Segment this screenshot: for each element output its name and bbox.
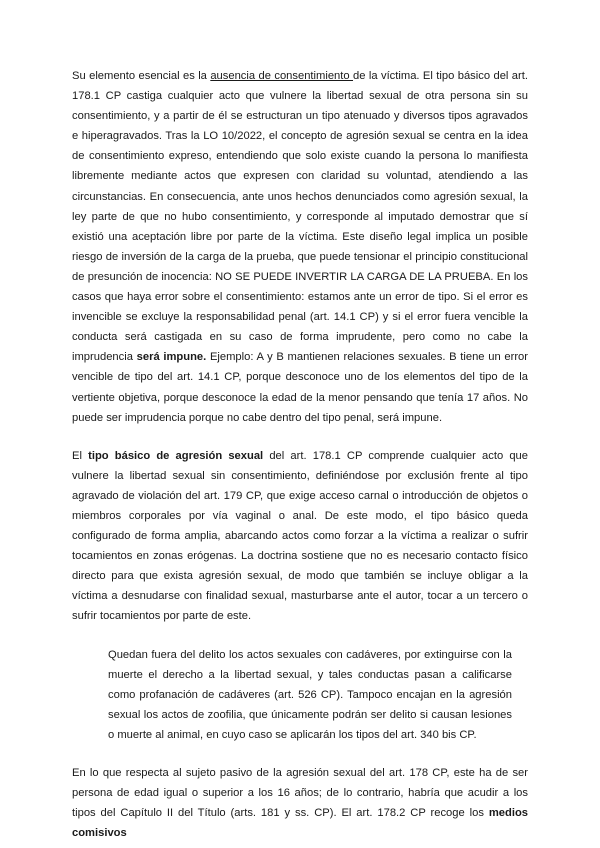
- bold-term: tipo básico de agresión sexual: [88, 449, 264, 462]
- paragraph-consentimiento: [72, 66, 528, 428]
- bold-term: medios comisivos: [72, 807, 528, 840]
- paragraph-sujeto-pasivo: [72, 763, 528, 843]
- paragraph-tipo-basico: [72, 446, 528, 627]
- text-span: Su elemento esencial es la: [72, 70, 211, 82]
- text-span: El: [72, 449, 89, 462]
- text-span: En lo que respecta al sujeto pasivo de la agresión sexual del art. 178 CP, este ha de ser persona de edad igual o superior a los 16 años; de lo contrario, habría que acudir a los tipos del Capítulo II del Título (arts. 181 y ss. CP). El art. 178.2 CP recoge los: [72, 767, 528, 820]
- document-page: [72, 66, 528, 843]
- underlined-term: ausencia de consentimiento: [210, 70, 354, 82]
- text-span: del art. 178.1 CP comprende cualquier acto que vulnere la libertad sexual sin consentimiento, definiéndose por exclusión frente al tipo agravado de violación del art. 179 CP, que exige acceso carnal o introducción de objetos o miembros corporales por vía vaginal o anal. De este modo, el tipo básico queda configurado de forma amplia, abarcando actos como forzar a la víctima a realizar o sufrir tocamientos en zonas erógenas. La doctrina sostiene que no es necesario contacto físico directo para que exista agresión sexual, de modo que también se incluye obligar a la víctima a desnudarse con finalidad sexual, masturbarse ante el autor, tocar a un tercero o sufrir tocamientos por parte de este.: [72, 449, 528, 623]
- indented-quote: Quedan fuera del delito los actos sexuales con cadáveres, por extinguirse con la muerte el derecho a la libertad sexual, y tales conductas pasan a calificarse como profanación de cadáveres (art. 526 CP). Tampoco encajan en la agresión sexual los actos de zoofilia, que únicamente podrán ser delito si causan lesiones o muerte al animal, en cuyo caso se aplicarán los tipos del art. 340 bis CP.: [108, 648, 512, 741]
- bold-term: será impune.: [136, 351, 207, 364]
- text-span: de la víctima. El tipo básico del art. 178.1 CP castiga cualquier acto que vulnere la libertad sexual de otra persona sin su consentimiento, y a partir de él se estructuran un tipo atenuado y diversos tipos agravados e hiperagravados. Tras la LO 10/2022, el concepto de agresión sexual se centra en la idea de consentimiento expreso, entendiendo que solo existe cuando la persona lo manifiesta libremente mediante actos que expresen con claridad su voluntad, atendiendo a las circunstancias. En consecuencia, ante unos hechos denunciados como agresión sexual, la ley parte de que no hubo consentimiento, y corresponde al imputado demostrar que sí existió una aceptación libre por parte de la víctima. Este diseño legal implica un posible riesgo de inversión de la carga de la prueba, que puede tensionar el principio constitucional de presunción de inocencia: NO SE PUEDE INVERTIR LA CARGA DE LA PRUEBA. En los casos que haya error sobre el consentimiento: estamos ante un error de tipo. Si el error es invencible se excluye la responsabilidad penal (art. 14.1 CP) y si el error fuera vencible la conducta será castigada en su caso de forma imprudente, pero como no cabe la imprudencia: [72, 70, 528, 364]
- text-span: Ejemplo: A y B mantienen relaciones sexuales. B tiene un error vencible de tipo del art. 14.1 CP, porque desconoce uno de los elementos del tipo de la vertiente objetiva, porque desconoce la edad de la menor pensando que tenía 17 años. No puede ser imprudencia porque no cabe dentro del tipo penal, será impune.: [72, 351, 528, 424]
